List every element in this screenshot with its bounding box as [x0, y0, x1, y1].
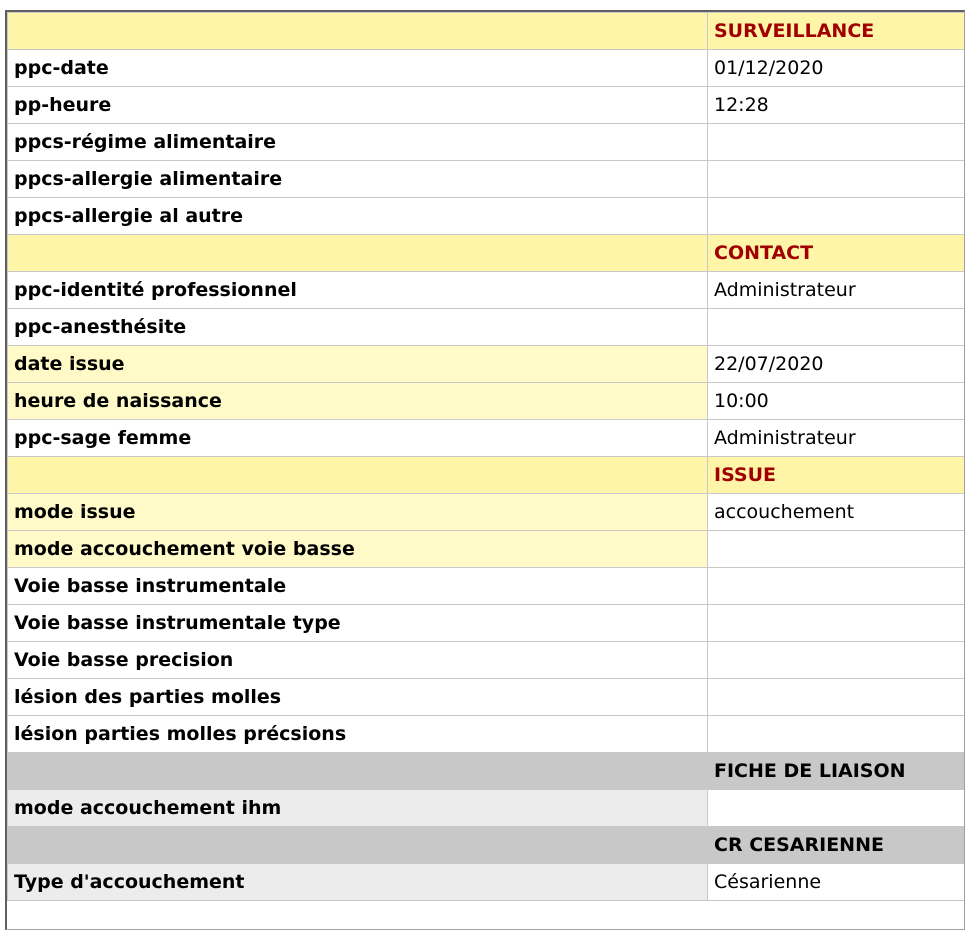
- row-label-date-issue: date issue: [8, 346, 708, 383]
- row-value-lesion-precisions[interactable]: [708, 716, 966, 753]
- row-label-anesthesite: ppc-anesthésite: [8, 309, 708, 346]
- row-value-mode-voie-basse[interactable]: [708, 531, 966, 568]
- row-label-lesion-parties-molles: lésion des parties molles: [8, 679, 708, 716]
- row-value-allergie-autre[interactable]: [708, 198, 966, 235]
- section-title-contact: CONTACT: [708, 235, 966, 272]
- row-value-anesthesite[interactable]: [708, 309, 966, 346]
- row-label-heure-naissance: heure de naissance: [8, 383, 708, 420]
- section-title-issue: ISSUE: [708, 457, 966, 494]
- section-header-cr-cesarienne: [8, 827, 966, 864]
- row-value-ppc-date[interactable]: 01/12/2020: [708, 50, 966, 87]
- row-value-vb-instrumentale-type[interactable]: [708, 605, 966, 642]
- row-label-vb-precision: Voie basse precision: [8, 642, 708, 679]
- section-header-blank: [8, 235, 708, 272]
- table-row: [8, 383, 966, 420]
- row-value-lesion-parties-molles[interactable]: [708, 679, 966, 716]
- table-row: [8, 50, 966, 87]
- table-row: [8, 642, 966, 679]
- table-row: [8, 605, 966, 642]
- section-header-contact: [8, 235, 966, 272]
- data-grid-frame: [5, 10, 965, 930]
- table-row: [8, 716, 966, 753]
- row-label-allergie-alimentaire: ppcs-allergie alimentaire: [8, 161, 708, 198]
- table-row: [8, 864, 966, 901]
- section-header-blank: [8, 13, 708, 50]
- row-value-pp-heure[interactable]: 12:28: [708, 87, 966, 124]
- row-value-type-accouchement[interactable]: Césarienne: [708, 864, 966, 901]
- table-row: [8, 568, 966, 605]
- table-row: [8, 790, 966, 827]
- section-title-fiche-liaison: FICHE DE LIAISON: [708, 753, 966, 790]
- section-header-blank: [8, 827, 708, 864]
- row-label-vb-instrumentale-type: Voie basse instrumentale type: [8, 605, 708, 642]
- row-label-pp-heure: pp-heure: [8, 87, 708, 124]
- section-header-fiche-liaison: [8, 753, 966, 790]
- table-row: [8, 161, 966, 198]
- row-label-mode-issue: mode issue: [8, 494, 708, 531]
- row-value-date-issue[interactable]: 22/07/2020: [708, 346, 966, 383]
- row-label-regime: ppcs-régime alimentaire: [8, 124, 708, 161]
- row-label-type-accouchement: Type d'accouchement: [8, 864, 708, 901]
- row-label-vb-instrumentale: Voie basse instrumentale: [8, 568, 708, 605]
- row-label-mode-voie-basse: mode accouchement voie basse: [8, 531, 708, 568]
- row-value-sage-femme[interactable]: Administrateur: [708, 420, 966, 457]
- row-value-mode-issue[interactable]: accouchement: [708, 494, 966, 531]
- data-grid: [7, 12, 965, 901]
- row-value-mode-ihm[interactable]: [708, 790, 966, 827]
- row-value-vb-instrumentale[interactable]: [708, 568, 966, 605]
- section-header-issue: [8, 457, 966, 494]
- row-label-allergie-autre: ppcs-allergie al autre: [8, 198, 708, 235]
- row-value-allergie-alimentaire[interactable]: [708, 161, 966, 198]
- section-header-blank: [8, 457, 708, 494]
- row-label-mode-ihm: mode accouchement ihm: [8, 790, 708, 827]
- section-header-surveillance: [8, 13, 966, 50]
- table-row: [8, 272, 966, 309]
- table-row: [8, 679, 966, 716]
- row-label-ppc-date: ppc-date: [8, 50, 708, 87]
- table-row: [8, 87, 966, 124]
- table-row: [8, 198, 966, 235]
- row-label-sage-femme: ppc-sage femme: [8, 420, 708, 457]
- section-header-blank: [8, 753, 708, 790]
- row-value-heure-naissance[interactable]: 10:00: [708, 383, 966, 420]
- table-row: [8, 124, 966, 161]
- section-title-cr-cesarienne: CR CESARIENNE: [708, 827, 966, 864]
- table-row: [8, 420, 966, 457]
- table-row: [8, 531, 966, 568]
- row-value-identite-professionnel[interactable]: Administrateur: [708, 272, 966, 309]
- table-row: [8, 309, 966, 346]
- section-title-surveillance: SURVEILLANCE: [708, 13, 966, 50]
- table-row: [8, 494, 966, 531]
- row-value-vb-precision[interactable]: [708, 642, 966, 679]
- row-label-lesion-precisions: lésion parties molles précsions: [8, 716, 708, 753]
- row-label-identite-professionnel: ppc-identité professionnel: [8, 272, 708, 309]
- row-value-regime[interactable]: [708, 124, 966, 161]
- table-row: [8, 346, 966, 383]
